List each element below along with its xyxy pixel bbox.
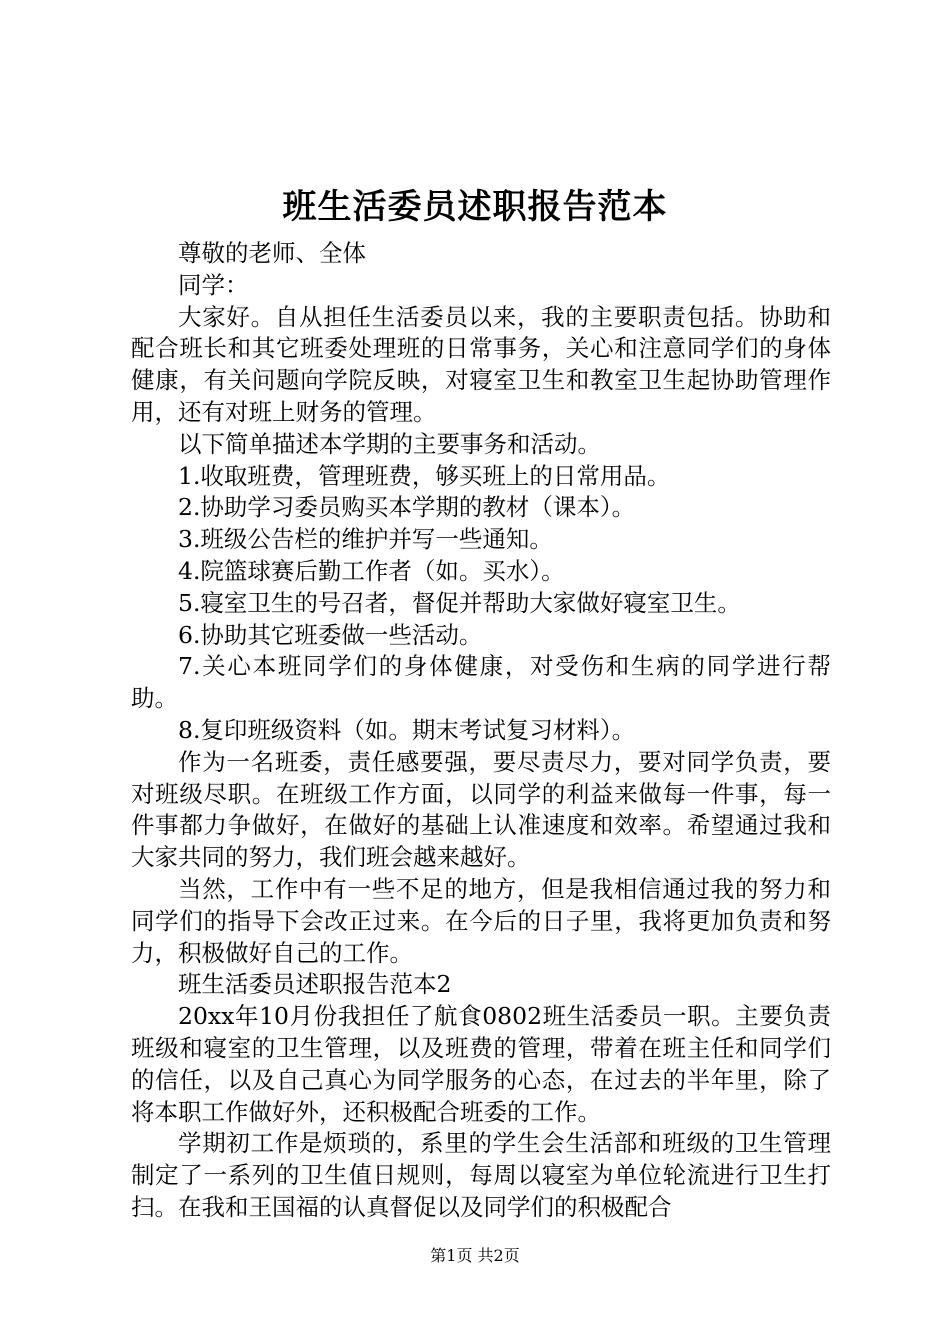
page-footer: 第1页 共2页 — [430, 1246, 520, 1265]
document-title: 班生活委员述职报告范本 — [282, 187, 668, 227]
paragraph-improvement: 当然，工作中有一些不足的地方，但是我相信通过我的努力和同学们的指导下会改正过来。在今后的日子里，我将更加负责和努力，积极做好自己的工作。 — [131, 874, 831, 967]
paragraph-summary-lead: 以下简单描述本学期的主要事务和活动。 — [178, 429, 601, 458]
salutation-line-2: 同学： — [178, 270, 249, 299]
paragraph-responsibility: 作为一名班委，责任感要强，要尽责尽力，要对同学负责，要对班级尽职。在班级工作方面，以同学的利益来做每一件事，每一件事都力争做好，在做好的基础上认准速度和效率。希望通过我和大家共同的努力，我们班会越来越好。 — [131, 747, 831, 872]
list-item-6: 6.协助其它班委做一些活动。 — [178, 620, 483, 649]
document-body — [131, 238, 831, 1224]
list-item-2: 2.协助学习委员购买本学期的教材（课本）。 — [178, 493, 636, 522]
paragraph-intro: 大家好。自从担任生活委员以来，我的主要职责包括。协助和配合班长和其它班委处理班的日常事务，关心和注意同学们的身体健康，有关问题向学院反映，对寝室卫生和教室卫生起协助管理作用，还有对班上财务的管理。 — [131, 302, 831, 426]
list-item-1: 1.收取班费，管理班费，够买班上的日常用品。 — [178, 461, 671, 490]
list-item-4: 4.院篮球赛后勤工作者（如。买水）。 — [178, 556, 565, 585]
list-item-7: 7.关心本班同学们的身体健康，对受伤和生病的同学进行帮助。 — [131, 652, 831, 713]
salutation-line-1: 尊敬的老师、全体 — [178, 239, 366, 267]
section-heading-2: 班生活委员述职报告范本2 — [178, 970, 452, 999]
list-item-8: 8.复印班级资料（如。期末考试复习材料）。 — [178, 715, 636, 744]
list-item-5: 5.寝室卫生的号召者，督促并帮助大家做好寝室卫生。 — [178, 588, 741, 617]
paragraph-semester-start: 学期初工作是烦琐的，系里的学生会生活部和班级的卫生管理制定了一系列的卫生值日规则，每周以寝室为单位轮流进行卫生打扫。在我和王国福的认真督促以及同学们的积极配合 — [131, 1129, 831, 1221]
list-item-3: 3.班级公告栏的维护并写一些通知。 — [178, 525, 553, 554]
paragraph-appointment: 20xx年10月份我担任了航食0802班生活委员一职。主要负责班级和寝室的卫生管理，以及班费的管理，带着在班主任和同学们的信任，以及自己真心为同学服务的心态，在过去的半年里，除了将本职工作做好外，还积极配合班委的工作。 — [131, 1002, 831, 1126]
